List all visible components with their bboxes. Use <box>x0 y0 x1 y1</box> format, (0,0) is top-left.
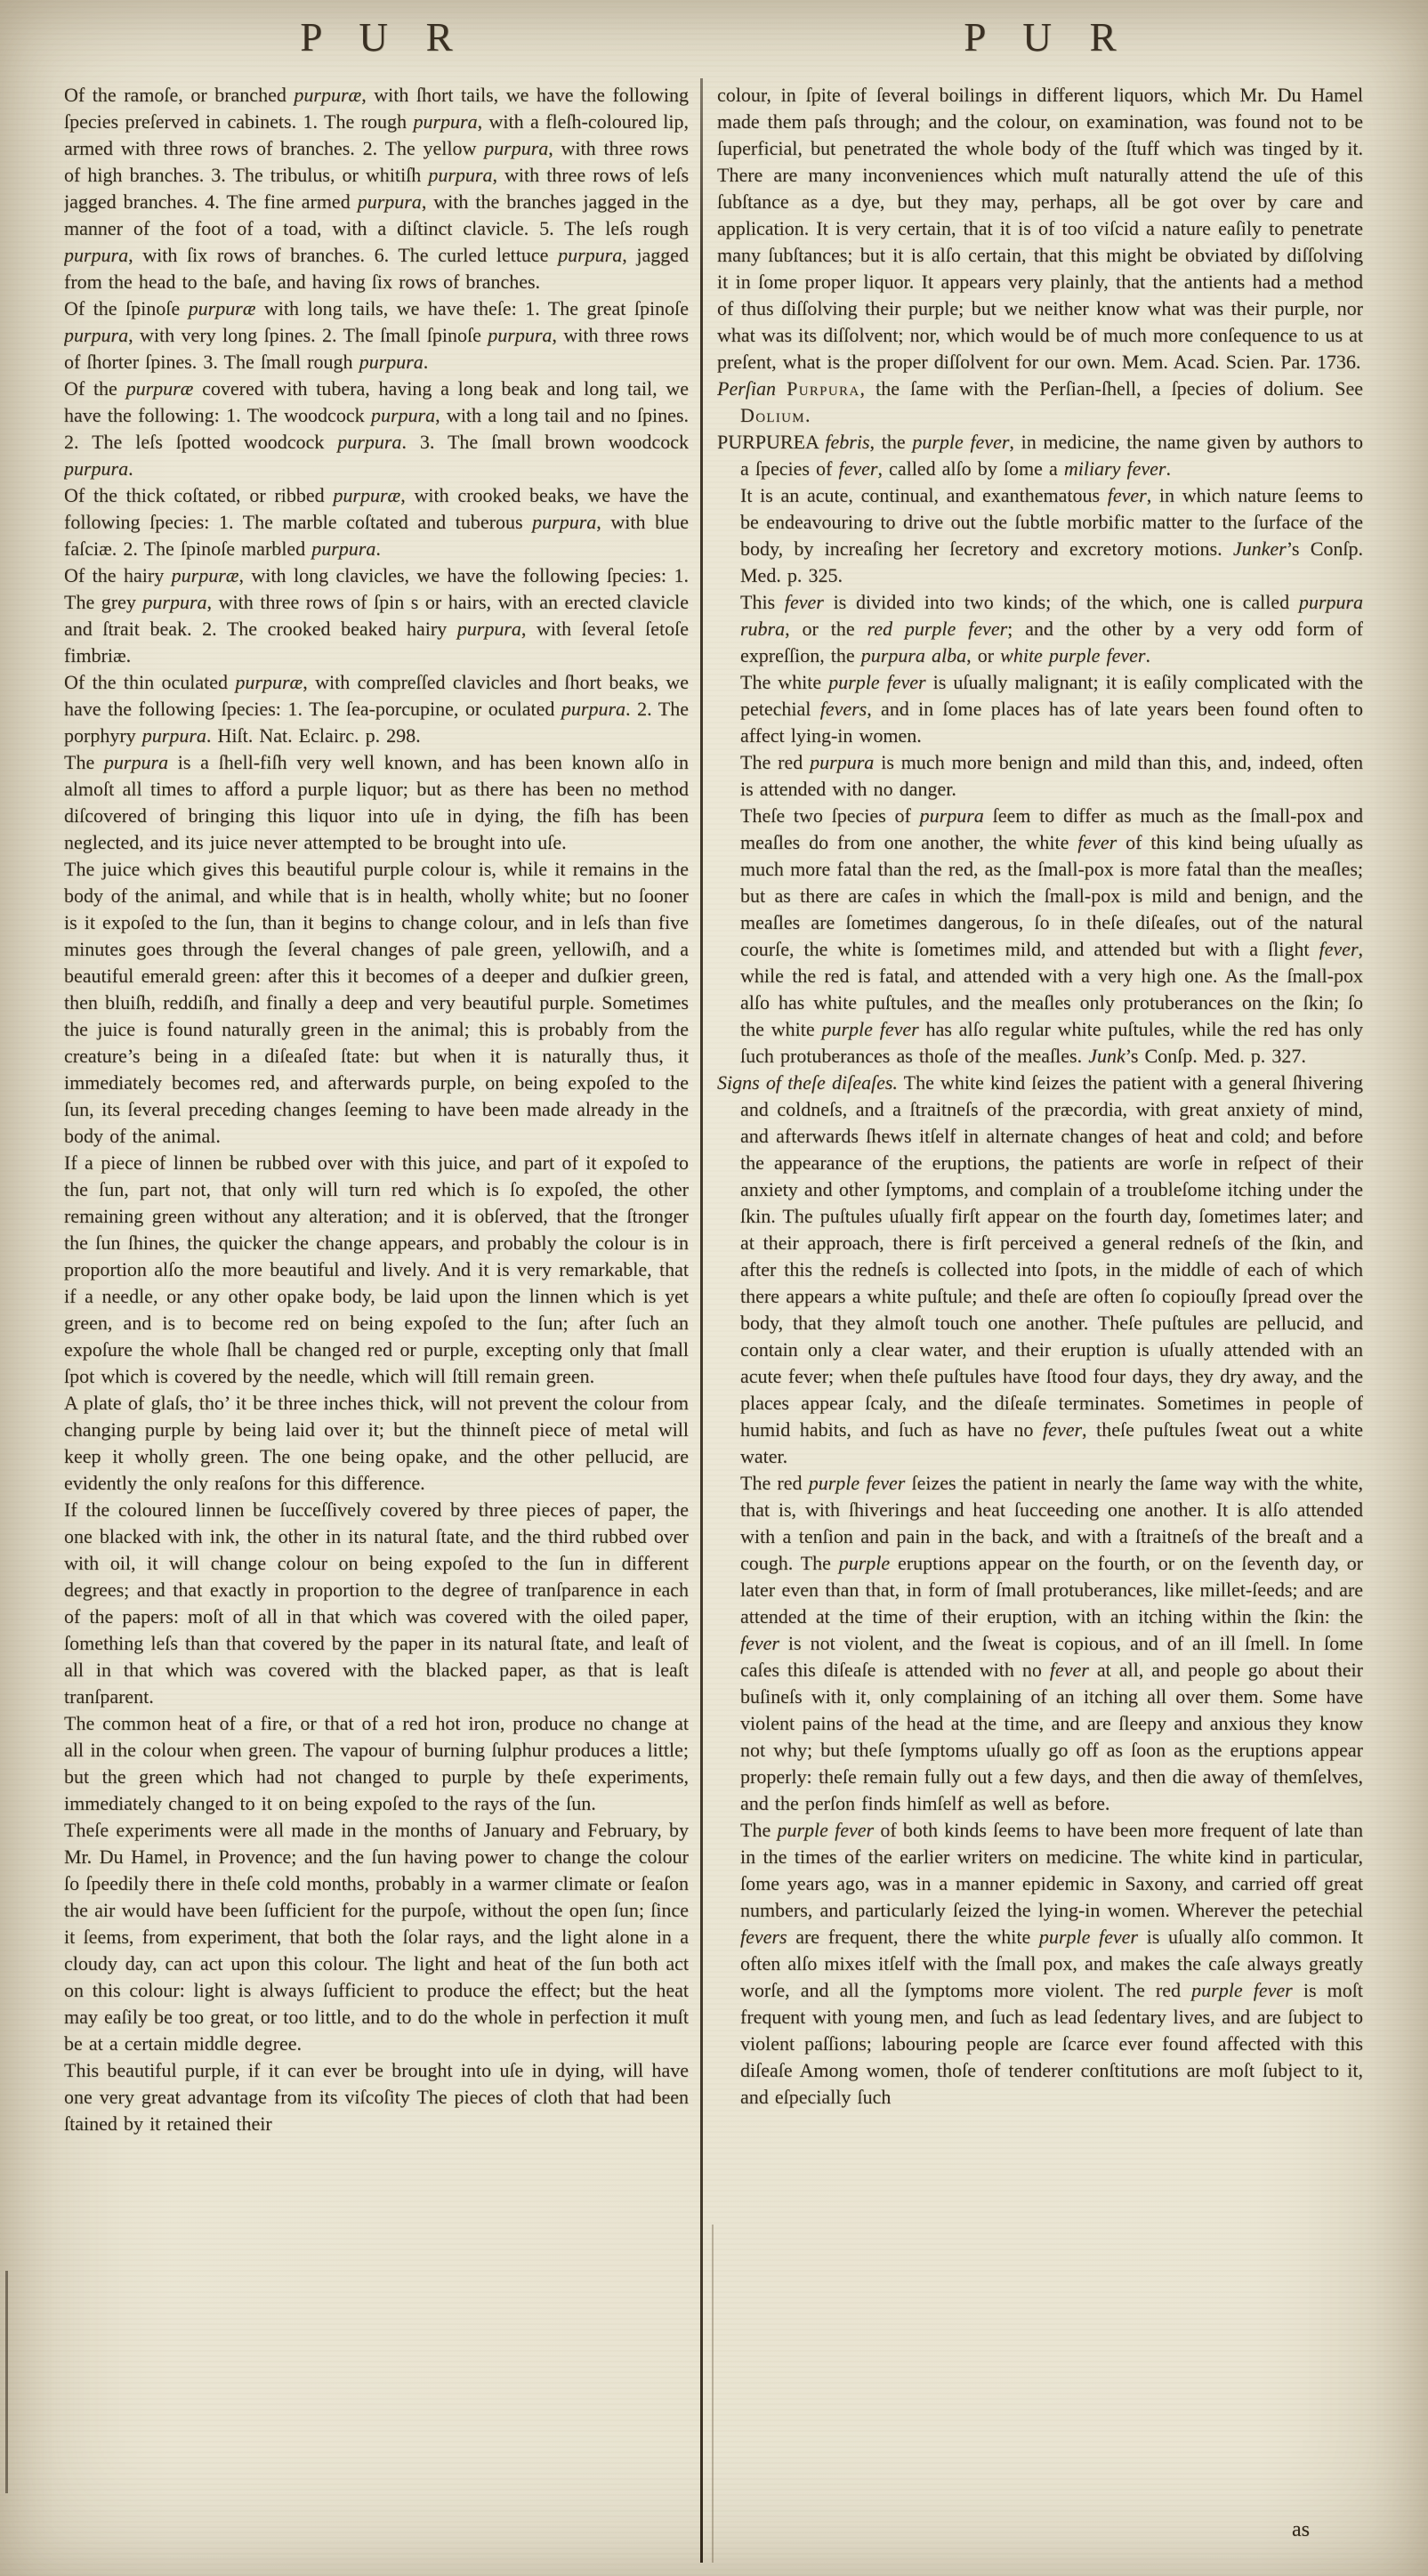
text-segment: , the ſame with the Perſian-ſhell, a ſpecies of dolium. See <box>859 377 1363 400</box>
text-segment: purpura rubra <box>740 591 1363 640</box>
text-segment: purple <box>838 1552 891 1574</box>
text-segment: is much more benign and mild than this, and, indeed, often is attended with no danger. <box>740 751 1363 800</box>
text-segment: eruptions appear on the fourth, or on the ſeventh day, or later even than that, in form of ſmall protuberances, like millet-ſeeds; and are attended at the time of their eruption, with an itching within the ſkin: the <box>740 1552 1363 1627</box>
text-segment: Junker <box>1232 537 1287 560</box>
text-segment: , with the branches jagged in the manner of the foot of a toad, with a diſtinct clavicle. 5. The leſs rough <box>64 190 689 239</box>
text-segment: The common heat of a fire, or that of a red hot iron, produce no change at all in the colour when green. The vapour of burning ſulphur produces a little; but the green which had not changed to purple by theſe experiments, immediately changed to it on being expoſed to the rays of the ſun. <box>64 1712 689 1814</box>
text-segment: , with three rows of high branches. 3. The tribulus, or whitiſh <box>64 137 689 186</box>
text-segment: fever <box>1043 1418 1083 1441</box>
text-segment: purpuræ <box>294 84 362 106</box>
text-segment: of this kind being uſually as much more fatal than the red, as the ſmall-pox is more fatal than the meaſles; but as there are caſes in which the ſmall-pox is mild and benign, and the meaſles are ſometimes dangerous, ſo in theſe diſeaſes, out of the natural courſe, the white is ſometimes mild, and attended but with a ſlight <box>740 831 1363 960</box>
text-segment: purpura <box>337 431 402 453</box>
text-segment: purpura <box>311 537 376 560</box>
text-segment: , with three rows of ſhorter ſpines. 3. The ſmall rough <box>64 324 689 373</box>
paragraph <box>740 482 1363 589</box>
paragraph <box>64 482 689 562</box>
text-segment: A plate of glaſs, tho’ it be three inches thick, will not prevent the colour from changing purple by being laid over it; but the thinneſt piece of metal will keep it wholly green. The one being opake, and the other pellucid, are evidently the only reaſons for this difference. <box>64 1392 689 1494</box>
text-segment: Of the <box>64 377 126 400</box>
text-segment: , while the red is fatal, and attended with a very high one. As the ſmall-pox alſo has white puſtules, and the meaſles only protuberances on the ſkin; ſo the white <box>740 938 1363 1040</box>
column-divider-rule <box>700 78 703 2563</box>
text-segment: The <box>64 751 104 773</box>
text-segment: It is an acute, continual, and exanthematous <box>740 484 1108 506</box>
text-segment: purpuræ <box>188 297 256 319</box>
text-segment: , or the <box>785 618 867 640</box>
text-segment: ſeizes the patient in nearly the ſame way with the white, that is, with ſhiverings and heat ſucceeding one another. It is alſo attended with a tenſion and pain in the back, and with a ſtraitneſs of the breaſt and a cough. The <box>740 1472 1363 1574</box>
text-segment: fever <box>784 591 824 613</box>
text-segment <box>776 377 787 400</box>
text-segment: This beautiful purple, if it can ever be brought into uſe in dying, will have one very great advantage from its viſcoſity The pieces of cloth that had been ſtained by it retained their <box>64 2059 689 2135</box>
text-segment: purpura <box>103 751 169 773</box>
text-segment: purple fever <box>821 1018 919 1040</box>
text-segment: purpura <box>142 591 207 613</box>
text-segment: is uſually alſo common. It often alſo mixes itſelf with the ſmall pox, and makes the caſe always greatly worſe, and all the ſymptoms more violent. The red <box>740 1926 1363 2001</box>
text-segment: fever <box>740 1632 779 1654</box>
text-segment: , with a long tail and no ſpines. 2. The leſs ſpotted woodcock <box>64 404 689 453</box>
text-segment: , in which nature ſeems to be endeavouring to drive out the ſubtle morbific matter to the ſurface of the body, by increaſing her ſecretory and excretory motions. <box>740 484 1363 560</box>
text-segment: fever <box>838 457 878 480</box>
paragraph <box>717 375 1363 429</box>
text-segment: If the coloured linnen be ſucceſſively covered by three pieces of paper, the one blacked with ink, the other in its natural ſtate, and the third rubbed over with oil, it will change colour on being expoſed to the ſun in different degrees; and that exactly in proportion to the degree of tranſparence in each of the papers: moſt of all in that which was covered with the oiled paper, ſomething leſs than that covered by the paper in its natural ſtate, and leaſt of all in that which was covered with the blacked paper, as that is leaſt tranſparent. <box>64 1498 689 1708</box>
text-segment: , with crooked beaks, we have the following ſpecies: 1. The marble coſtated and tuberous <box>64 484 689 533</box>
paragraph <box>64 1497 689 1710</box>
text-segment: , called alſo by ſome a <box>877 457 1064 480</box>
text-segment: with long tails, we have theſe: 1. The great ſpinoſe <box>255 297 689 319</box>
paragraph <box>740 589 1363 669</box>
running-head-right: P U R <box>964 15 1131 60</box>
text-segment: Theſe experiments were all made in the months of January and February, by Mr. Du Hamel, in Provence; and the ſun having power to change the colour ſo ſpeedily there in theſe cold months, probably in a warmer climate or ſeaſon the air would have been ſufficient for the purpoſe, without the open ſun; ſince it ſeems, from experiment, that both the ſolar rays, and the light alone in a cloudy day, can act upon this colour. The light and heat of the ſun both act on this colour: light is always ſufficient to produce the effect; but the heat may eaſily be too great, or too little, and to do the whole in perfection it muſt be at a certain middle degree. <box>64 1819 689 2055</box>
text-segment: colour, in ſpite of ſeveral boilings in different liquors, which Mr. Du Hamel made them paſs through; and the colour, on examination, was found not to be ſuperficial, but penetrated the whole body of the ſtuff which was tinged by it. There are many inconveniences which muſt naturally attend the uſe of this ſubſtance as a dye, but they may, perhaps, all be got over by care and application. It is very certain, that it is of too viſcid a nature eaſily to penetrate many ſubſtances; but it is alſo certain, that this might be obviated by diſſolving it in ſome proper liquor. It appears very plainly, that the antients had a method of thus diſſolving their purple; but we neither know what was their purple, nor what was its diſſolvent; nor, which would be of much more conſequence to us at preſent, what is the proper diſſolvent for our own. Mem. Acad. Scien. Par. 1736. <box>717 84 1363 373</box>
text-segment: purpura <box>359 351 424 373</box>
text-segment: is uſually malignant; it is eaſily complicated with the petechial <box>740 671 1363 720</box>
text-segment: purpura <box>64 324 129 346</box>
text-segment: Of the thick coſtated, or ribbed <box>64 484 334 506</box>
text-segment: Perſian <box>717 377 776 400</box>
text-segment: , with blue faſciæ. 2. The ſpinoſe marbled <box>64 511 689 560</box>
text-segment: purpura <box>428 164 493 186</box>
text-segment: , in medicine, the name given by authors to a ſpecies of <box>740 431 1363 480</box>
paragraph <box>717 82 1363 375</box>
text-segment: white purple fever <box>1000 644 1146 666</box>
text-segment: is moſt frequent with young men, and ſuch as lead ſedentary lives, and are ſubject to violent paſſions; labouring people are ſcarce ever found affected with this diſeaſe Among women, thoſe of tenderer conſtitutions are moſt ſubject to it, and eſpecially ſuch <box>740 1979 1363 2108</box>
paragraph <box>740 1817 1363 2111</box>
text-segment: at all, and people go about their buſineſs with it, only complaining of an itching all over them. Some have violent pains of the head at the time, and are ſleepy and anxious they know not why; but theſe ſymptoms uſually go off as ſoon as the eruptions appear properly: theſe remain fully out a few days, and then die away of themſelves, and the perſon finds himſelf as well as before. <box>740 1659 1363 1814</box>
text-segment: purple fever <box>828 671 926 693</box>
text-segment: are frequent, there the white <box>787 1926 1039 1948</box>
text-segment: purpura <box>64 244 129 266</box>
text-segment: purpura <box>532 511 597 533</box>
text-segment: This <box>740 591 785 613</box>
text-segment: Signs of theſe diſeaſes. <box>717 1071 898 1094</box>
text-column-right <box>717 82 1363 2563</box>
text-segment: purple fever <box>808 1472 906 1494</box>
text-segment: , with very long ſpines. 2. The ſmall ſpinoſe <box>128 324 488 346</box>
column-divider-echo-rule <box>712 2225 714 2563</box>
text-segment: PURPUREA <box>717 431 826 453</box>
text-segment: purpura <box>919 804 984 827</box>
text-segment: . <box>423 351 429 373</box>
text-segment: , with three rows of ſpin s or hairs, with an erected clavicle and ſtrait beak. 2. The crooked beaked hairy <box>64 591 689 640</box>
text-segment: red purple fever <box>867 618 1008 640</box>
text-segment: The juice which gives this beautiful purple colour is, while it remains in the body of the animal, and while that is in health, wholly white; but no ſooner is it expoſed to the ſun, than it begins to change colour, and in leſs than five minutes goes through the ſeveral changes of pale green, yellowiſh, and a beautiful emerald green: after this it becomes of a deeper and duſkier green, then bluiſh, reddiſh, and finally a deep and very beautiful purple. Sometimes the juice is found naturally green in the animal; this is probably from the creature’s being in a diſeaſed ſtate: but when it is naturally thus, it immediately becomes red, and afterwards purple, on being expoſed to the ſun, its ſeveral preceding changes ſeeming to have been made already in the body of the animal. <box>64 858 689 1147</box>
text-segment: , the <box>869 431 913 453</box>
paragraph <box>740 749 1363 803</box>
text-segment: The white kind ſeizes the patient with a general ſhivering and coldneſs, and a ſtraitneſs of the præcordia, with great anxiety of mind, and afterwards ſhews itſelf in alternate changes of heat and cold; and before the appearance of the eruptions, the patients are worſe in reſpect of their anxiety and other ſymptoms, and complain of a troubleſome itching under the ſkin. The puſtules uſually firſt appear on the fourth day, ſometimes later; and at their approach, there is firſt perceived a general redneſs of the ſkin, and after this the redneſs is collected into ſpots, in the middle of each of which there appears a white puſtule; and theſe are often ſo copiouſly ſpread over the body, that they almoſt touch one another. Theſe puſtules are pellucid, and contain only a clear water, and their eruption is uſually attended with an acute fever; when theſe puſtules have ſtood four days, they dry away, and the places appear ſcaly, and the diſeaſe terminates. Sometimes in people of humid habits, and ſuch as have no <box>740 1071 1363 1441</box>
text-segment: . <box>804 404 811 426</box>
paragraph <box>740 803 1363 1070</box>
text-segment: purpura <box>810 751 875 773</box>
text-segment: fever <box>1077 831 1117 853</box>
text-segment: purpura <box>484 137 549 159</box>
text-segment: purpura alba <box>860 644 967 666</box>
paragraph <box>64 1710 689 1817</box>
text-segment: purpura <box>370 404 436 426</box>
text-segment: purpura <box>141 724 206 747</box>
text-segment: The red <box>740 1472 809 1494</box>
text-segment: . <box>1166 457 1171 480</box>
text-segment: , with compreſſed clavicles and ſhort beaks, we have the following ſpecies: 1. The ſea-porcupine, or oculated <box>64 671 689 720</box>
text-segment: The <box>740 1819 778 1841</box>
text-segment: fever <box>1107 484 1147 506</box>
text-segment: fevers <box>819 698 867 720</box>
paragraph <box>64 82 689 295</box>
text-segment: Of the hairy <box>64 564 172 586</box>
text-segment: . <box>375 537 381 560</box>
text-segment: purpuræ <box>171 564 239 586</box>
text-segment: purpura <box>558 244 623 266</box>
text-segment: , jagged from the head to the baſe, and having ſix rows of branches. <box>64 244 689 293</box>
paragraph <box>717 429 1363 482</box>
text-segment: miliary fever <box>1063 457 1166 480</box>
text-segment: fever <box>1049 1659 1089 1681</box>
text-segment: is not violent, and the ſweat is copious, and of an ill ſmell. In ſome caſes this diſeaſe is attended with no <box>740 1632 1363 1681</box>
text-segment: If a piece of linnen be rubbed over with this juice, and part of it expoſed to the ſun, part not, that only will turn red which is ſo expoſed, the other remaining green without any alteration; and it is obſerved, that the ſtronger the ſun ſhines, the quicker the change appears, and probably the colour is in proportion alſo the more beautiful and lively. And it is very remarkable, that if a needle, or any other opake body, be laid upon the linnen which is yet green, and is to become red on being expoſed to the ſun; after ſuch an expoſure the whole ſhall be changed red or purple, excepting only that ſmall ſpot which is covered by the needle, which will ſtill remain green. <box>64 1151 689 1387</box>
text-segment: ’s Conſp. Med. p. 327. <box>1125 1045 1306 1067</box>
text-segment: purple fever <box>777 1819 875 1841</box>
text-segment: , and in ſome places has of late years been found often to affect lying-in women. <box>740 698 1363 747</box>
text-segment: , theſe puſtules ſweat out a white water. <box>740 1418 1363 1467</box>
scan-edge-artifact <box>5 2271 8 2493</box>
text-segment: The white <box>740 671 829 693</box>
text-segment: fever <box>1319 938 1359 960</box>
catchword: as <box>1292 2518 1310 2541</box>
text-segment: , or <box>966 644 1001 666</box>
text-segment: . <box>128 457 133 480</box>
text-segment: , with ſhort tails, we have the following ſpecies preſerved in cabinets. 1. The rough <box>64 84 689 133</box>
text-segment: purple fever <box>912 431 1010 453</box>
text-segment: is a ſhell-fiſh very well known, and has been known alſo in almoſt all times to afford a purple liquor; but as there has been no method diſcovered of bringing this liquor into uſe in dying, the fiſh has been neglected, and its juice never attempted to be brought into uſe. <box>64 751 689 853</box>
text-segment: of both kinds ſeems to have been more frequent of late than in the times of the earlier writers on medicine. The white kind in particular, ſome years ago, was in a manner epidemic in Saxony, and carried off great numbers, and particularly ſeized the lying-in women. Wherever the petechial <box>740 1819 1363 1921</box>
text-segment: purpuræ <box>235 671 303 693</box>
text-segment: . <box>1145 644 1150 666</box>
text-segment: , with ſix rows of branches. 6. The curled lettuce <box>128 244 559 266</box>
text-segment: , with three rows of leſs jagged branches. 4. The fine armed <box>64 164 689 213</box>
text-segment: ; and the other by a very odd form of expreſſion, the <box>740 618 1363 666</box>
text-segment: fevers <box>740 1926 787 1948</box>
text-segment: Of the thin oculated <box>64 671 236 693</box>
paragraph <box>64 749 689 856</box>
text-segment: , with ſeveral ſetoſe fimbriæ. <box>64 618 689 666</box>
paragraph <box>64 669 689 749</box>
text-segment: Theſe two ſpecies of <box>740 804 920 827</box>
text-segment: ’s Conſp. Med. p. 325. <box>740 537 1363 586</box>
text-segment: , with a fleſh-coloured lip, armed with three rows of branches. 2. The yellow <box>64 110 689 159</box>
text-segment: , with long clavicles, we have the following ſpecies: 1. The grey <box>64 564 689 613</box>
text-column-left <box>64 82 689 2563</box>
text-segment: The red <box>740 751 811 773</box>
paragraph <box>740 1470 1363 1817</box>
text-segment: purpura <box>357 190 422 213</box>
text-segment: . Hiſt. Nat. Eclairc. p. 298. <box>206 724 421 747</box>
paragraph <box>64 1390 689 1497</box>
paragraph <box>64 562 689 669</box>
paragraph <box>64 2057 689 2137</box>
text-segment: . 2. The porphyry <box>64 698 689 747</box>
paragraph <box>64 295 689 375</box>
text-segment: Of the ſpinoſe <box>64 297 189 319</box>
text-segment: has alſo regular white puſtules, while the red has only ſuch protuberances as thoſe of the meaſles. <box>740 1018 1363 1067</box>
text-segment: Of the ramoſe, or branched <box>64 84 294 106</box>
text-segment: is divided into two kinds; of the which, one is called <box>823 591 1299 613</box>
text-segment: purpura <box>561 698 626 720</box>
paragraph <box>717 1070 1363 1470</box>
paragraph <box>64 375 689 482</box>
text-segment: . 3. The ſmall brown woodcock <box>401 431 689 453</box>
text-segment: purpura <box>64 457 129 480</box>
text-segment: purpura <box>413 110 478 133</box>
text-segment: Purpura <box>787 377 860 400</box>
paragraph <box>64 1150 689 1390</box>
paragraph <box>64 856 689 1150</box>
text-segment: purple fever <box>1191 1979 1293 2001</box>
running-head-left: P U R <box>300 15 467 60</box>
text-segment: covered with tubera, having a long beak and long tail, we have the following: 1. The woodcock <box>64 377 689 426</box>
paragraph <box>740 669 1363 749</box>
text-segment: purple fever <box>1038 1926 1138 1948</box>
text-segment: Dolium <box>740 404 805 426</box>
paragraph <box>64 1817 689 2057</box>
text-segment: purpuræ <box>333 484 401 506</box>
text-segment: purpura <box>488 324 553 346</box>
text-segment: febris <box>825 431 870 453</box>
text-segment: purpura <box>456 618 521 640</box>
text-segment: purpuræ <box>125 377 194 400</box>
text-segment: Junk <box>1088 1045 1125 1067</box>
text-segment: ſeem to differ as much as the ſmall-pox and meaſles do from one another, the white <box>740 804 1363 853</box>
